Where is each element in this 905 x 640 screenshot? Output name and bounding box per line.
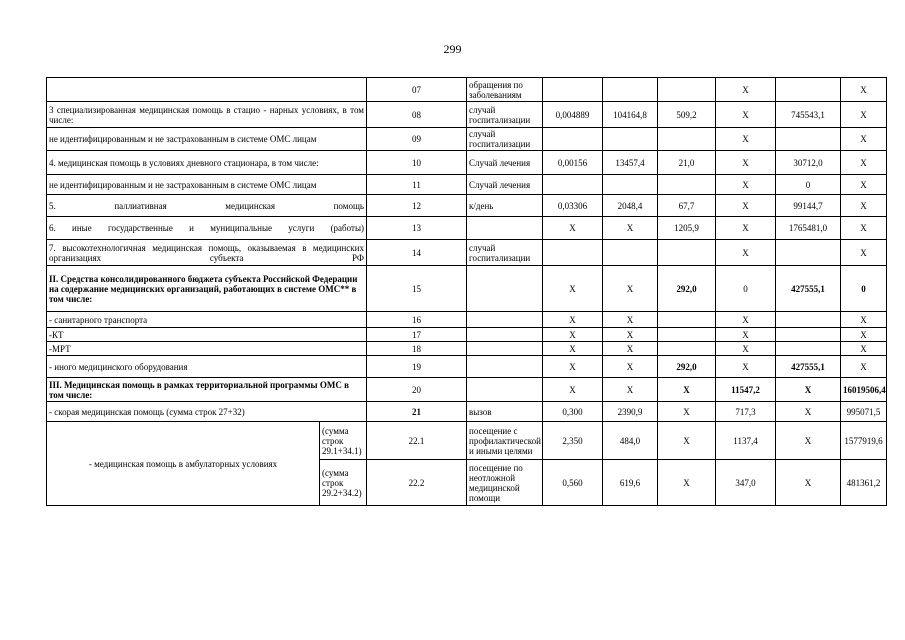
value-cell-v2: 13457,4 <box>603 151 658 175</box>
row-description: 7. высокотехнологичная медицинская помощь, оказываемая в медицинских организациях субъекта РФ <box>47 240 367 266</box>
value-cell-v5: 427555,1 <box>776 266 841 312</box>
value-cell-v3: 1205,9 <box>658 217 716 240</box>
value-cell-v1: Х <box>543 328 603 342</box>
row-number: 18 <box>367 342 467 356</box>
value-cell-v2: 2390,9 <box>603 402 658 422</box>
value-cell-v2: 619,6 <box>603 460 658 506</box>
row-description: - скорая медицинская помощь (сумма строк 27+32) <box>47 402 367 422</box>
table-body <box>47 78 887 506</box>
value-cell-v3: Х <box>658 402 716 422</box>
value-cell-v6: Х <box>841 217 887 240</box>
value-cell-v4: 717,3 <box>716 402 776 422</box>
row-description: 5. паллиативная медицинская помощь <box>47 195 367 217</box>
value-cell-v2 <box>603 128 658 151</box>
value-cell-v4: 11547,2 <box>716 378 776 402</box>
value-cell-v6: 0 <box>841 266 887 312</box>
row-number: 13 <box>367 217 467 240</box>
row-number: 22.1 <box>367 422 467 460</box>
value-cell-v5 <box>776 128 841 151</box>
value-cell-v6: Х <box>841 175 887 195</box>
value-cell-v2: Х <box>603 356 658 378</box>
row-number: 21 <box>367 402 467 422</box>
row-description: -КТ <box>47 328 367 342</box>
data-table <box>46 77 887 506</box>
value-cell-v5: 0 <box>776 175 841 195</box>
value-cell-v6: Х <box>841 356 887 378</box>
value-cell-v4: Х <box>716 195 776 217</box>
value-cell-v3 <box>658 342 716 356</box>
value-cell-v3: Х <box>658 422 716 460</box>
value-cell-v2: Х <box>603 266 658 312</box>
table-row <box>47 195 887 217</box>
value-cell-v1: 0,560 <box>543 460 603 506</box>
value-cell-v4: Х <box>716 128 776 151</box>
table-row <box>47 240 887 266</box>
value-cell-v5 <box>776 342 841 356</box>
unit-cell: к/день <box>467 195 543 217</box>
table-row <box>47 328 887 342</box>
table-row <box>47 378 887 402</box>
row-description: не идентифицированным и не застрахованным в системе ОМС лицам <box>47 175 367 195</box>
unit-cell <box>467 328 543 342</box>
value-cell-v2: 104164,8 <box>603 102 658 128</box>
value-cell-v6: Х <box>841 78 887 102</box>
value-cell-v1: 2,350 <box>543 422 603 460</box>
value-cell-v2 <box>603 175 658 195</box>
value-cell-v1: 0,300 <box>543 402 603 422</box>
value-cell-v6: Х <box>841 195 887 217</box>
table-row <box>47 266 887 312</box>
unit-cell: посещение с профилактической и иными целями <box>467 422 543 460</box>
value-cell-v1: Х <box>543 217 603 240</box>
value-cell-v5: 1765481,0 <box>776 217 841 240</box>
unit-cell: случай госпитализации <box>467 128 543 151</box>
value-cell-v4: Х <box>716 312 776 328</box>
value-cell-v1: Х <box>543 312 603 328</box>
table-row <box>47 402 887 422</box>
value-cell-v1: 0,004889 <box>543 102 603 128</box>
row-description: II. Средства консолидированного бюджета субъекта Российской Федерации на содержание медицинских организаций, работающих в системе ОМС** в том числе: <box>47 266 367 312</box>
value-cell-v5: Х <box>776 378 841 402</box>
value-cell-v2: 484,0 <box>603 422 658 460</box>
table-row <box>47 312 887 328</box>
value-cell-v5: 99144,7 <box>776 195 841 217</box>
unit-cell <box>467 378 543 402</box>
unit-cell: вызов <box>467 402 543 422</box>
value-cell-v1: Х <box>543 356 603 378</box>
value-cell-v4: Х <box>716 217 776 240</box>
row-description: - санитарного транспорта <box>47 312 367 328</box>
value-cell-v3 <box>658 128 716 151</box>
value-cell-v3: Х <box>658 378 716 402</box>
row-number: 17 <box>367 328 467 342</box>
unit-cell <box>467 356 543 378</box>
table-row <box>47 342 887 356</box>
value-cell-v2: 2048,4 <box>603 195 658 217</box>
row-number: 07 <box>367 78 467 102</box>
row-description: 3 специализированная медицинская помощь в стацио - нарных условиях, в том числе: <box>47 102 367 128</box>
unit-cell <box>467 266 543 312</box>
value-cell-v5: Х <box>776 402 841 422</box>
value-cell-v5: Х <box>776 460 841 506</box>
row-description: 6. иные государственные и муниципальные услуги (работы) <box>47 217 367 240</box>
sum-rows: (сумма строк 29.2+34.2) <box>320 460 367 506</box>
value-cell-v5: 427555,1 <box>776 356 841 378</box>
table-row <box>47 128 887 151</box>
value-cell-v2: Х <box>603 378 658 402</box>
unit-cell: случай госпитализации <box>467 240 543 266</box>
unit-cell: Случай лечения <box>467 175 543 195</box>
table-row <box>47 356 887 378</box>
row-number: 09 <box>367 128 467 151</box>
table-row <box>47 102 887 128</box>
unit-cell <box>467 342 543 356</box>
value-cell-v6: 995071,5 <box>841 402 887 422</box>
value-cell-v4: Х <box>716 328 776 342</box>
value-cell-v3 <box>658 78 716 102</box>
row-number: 14 <box>367 240 467 266</box>
value-cell-v3: 292,0 <box>658 356 716 378</box>
table-row <box>47 175 887 195</box>
row-description: не идентифицированным и не застрахованным в системе ОМС лицам <box>47 128 367 151</box>
table-row <box>47 78 887 102</box>
value-cell-v1: Х <box>543 266 603 312</box>
value-cell-v5 <box>776 240 841 266</box>
unit-cell: посещение по неотложной медицинской помощи <box>467 460 543 506</box>
value-cell-v1: Х <box>543 342 603 356</box>
row-description: III. Медицинская помощь в рамках территориальной программы ОМС в том числе: <box>47 378 367 402</box>
value-cell-v6: Х <box>841 312 887 328</box>
value-cell-v4: 0 <box>716 266 776 312</box>
value-cell-v5 <box>776 328 841 342</box>
row-description: 4. медицинская помощь в условиях дневного стационара, в том числе: <box>47 151 367 175</box>
row-number: 11 <box>367 175 467 195</box>
value-cell-v2: Х <box>603 342 658 356</box>
value-cell-v1: 0,00156 <box>543 151 603 175</box>
value-cell-v3: 21,0 <box>658 151 716 175</box>
row-number: 15 <box>367 266 467 312</box>
row-description: -МРТ <box>47 342 367 356</box>
value-cell-v4: Х <box>716 78 776 102</box>
value-cell-v4: Х <box>716 356 776 378</box>
value-cell-v5: Х <box>776 422 841 460</box>
value-cell-v1: Х <box>543 378 603 402</box>
row-number: 16 <box>367 312 467 328</box>
value-cell-v1 <box>543 78 603 102</box>
value-cell-v4: Х <box>716 240 776 266</box>
value-cell-v5 <box>776 312 841 328</box>
value-cell-v3 <box>658 240 716 266</box>
value-cell-v5 <box>776 78 841 102</box>
value-cell-v6: Х <box>841 328 887 342</box>
value-cell-v5: 745543,1 <box>776 102 841 128</box>
unit-cell: обращения по заболеваниям <box>467 78 543 102</box>
value-cell-v2: Х <box>603 328 658 342</box>
value-cell-v3 <box>658 328 716 342</box>
value-cell-v6: 1577919,6 <box>841 422 887 460</box>
value-cell-v1 <box>543 240 603 266</box>
sum-rows: (сумма строк 29.1+34.1) <box>320 422 367 460</box>
value-cell-v3: Х <box>658 460 716 506</box>
unit-cell <box>467 217 543 240</box>
value-cell-v4: Х <box>716 102 776 128</box>
unit-cell <box>467 312 543 328</box>
value-cell-v3: 292,0 <box>658 266 716 312</box>
value-cell-v4: Х <box>716 342 776 356</box>
value-cell-v4: 1137,4 <box>716 422 776 460</box>
value-cell-v6: Х <box>841 102 887 128</box>
value-cell-v2: Х <box>603 217 658 240</box>
value-cell-v6: Х <box>841 128 887 151</box>
value-cell-v1: 0,03306 <box>543 195 603 217</box>
value-cell-v6: 481361,2 <box>841 460 887 506</box>
value-cell-v6: 16019506,4 <box>841 378 887 402</box>
unit-cell: случай госпитализации <box>467 102 543 128</box>
value-cell-v2 <box>603 78 658 102</box>
row-number: 12 <box>367 195 467 217</box>
row-description <box>47 78 367 102</box>
value-cell-v2 <box>603 240 658 266</box>
value-cell-v6: Х <box>841 240 887 266</box>
value-cell-v4: Х <box>716 151 776 175</box>
row-number: 10 <box>367 151 467 175</box>
value-cell-v5: 30712,0 <box>776 151 841 175</box>
row-number: 19 <box>367 356 467 378</box>
value-cell-v1 <box>543 128 603 151</box>
unit-cell: Случай лечения <box>467 151 543 175</box>
value-cell-v3 <box>658 312 716 328</box>
table-row <box>47 217 887 240</box>
value-cell-v3: 67,7 <box>658 195 716 217</box>
table-row <box>47 422 887 460</box>
value-cell-v3 <box>658 175 716 195</box>
value-cell-v4: 347,0 <box>716 460 776 506</box>
value-cell-v1 <box>543 175 603 195</box>
row-number: 20 <box>367 378 467 402</box>
page-number: 299 <box>443 42 462 56</box>
ambulatory-description: - медицинская помощь в амбулаторных условиях <box>47 422 320 506</box>
row-number: 08 <box>367 102 467 128</box>
row-description: - иного медицинского оборудования <box>47 356 367 378</box>
value-cell-v3: 509,2 <box>658 102 716 128</box>
value-cell-v4: Х <box>716 175 776 195</box>
row-number: 22.2 <box>367 460 467 506</box>
value-cell-v6: Х <box>841 151 887 175</box>
value-cell-v6: Х <box>841 342 887 356</box>
value-cell-v2: Х <box>603 312 658 328</box>
table-row <box>47 151 887 175</box>
